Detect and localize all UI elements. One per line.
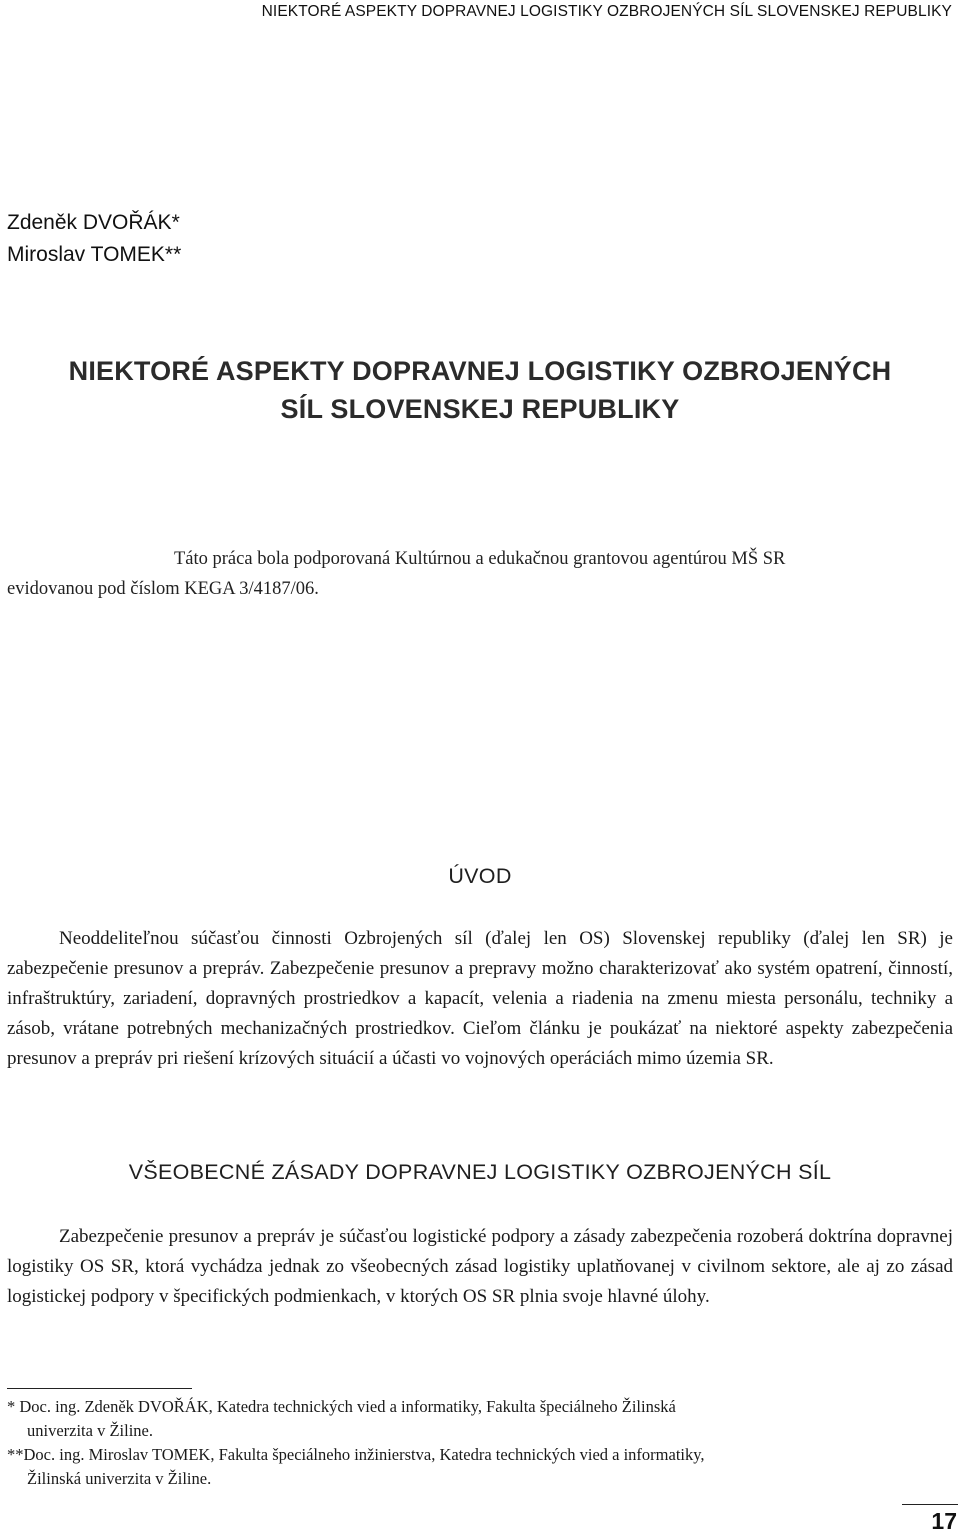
author-list [7,207,181,271]
paragraph-text: Zabezpečenie presunov a prepráv je súčasťou logistické podpory a zásady zabezpečenia rozoberá doktrína dopravnej logistiky OS SR, ktorá vychádza jednak zo všeobecných zásad logistiky uplatňovanej v civilnom sektore, ale aj zo zásad logistickej podpory v špecifických podmienkach, v ktorých OS SR plnia svoje hlavné úlohy. [7,1226,953,1307]
footnote-line: Žilinská univerzita v Žiline. [27,1469,212,1488]
section-heading-general-principles: VŠEOBECNÉ ZÁSADY DOPRAVNEJ LOGISTIKY OZBROJENÝCH SÍL [128,1160,832,1184]
paragraph-uvod [7,924,953,1074]
paragraph-general-principles [7,1222,953,1312]
footnote [7,1443,953,1491]
section-heading-uvod: ÚVOD [448,864,512,888]
running-header: NIEKTORÉ ASPEKTY DOPRAVNEJ LOGISTIKY OZBROJENÝCH SÍL SLOVENSKEJ REPUBLIKY [261,3,952,20]
grant-note [7,544,953,604]
author-name: Zdeněk DVOŘÁK* [7,211,180,234]
grant-note-line: Táto práca bola podporovaná Kultúrnou a edukačnou grantovou agentúrou MŠ SR [174,549,786,569]
footnotes [7,1395,953,1491]
page-number: 17 [931,1508,957,1534]
title-line: SÍL SLOVENSKEJ REPUBLIKY [280,394,680,424]
footnote-line: * Doc. ing. Zdeněk DVOŘÁK, Katedra technických vied a informatiky, Fakulta špeciálneho Žilinská [7,1397,676,1416]
footnote-line: univerzita v Žiline. [27,1421,153,1440]
author-name: Miroslav TOMEK** [7,243,182,266]
grant-note-line: evidovanou pod číslom KEGA 3/4187/06. [7,579,319,599]
footnote-divider [7,1388,192,1389]
page-number-rule [902,1504,958,1505]
title-line: NIEKTORÉ ASPEKTY DOPRAVNEJ LOGISTIKY OZBROJENÝCH [68,356,892,386]
paper-title [0,352,960,428]
paragraph-text: Neoddeliteľnou súčasťou činnosti Ozbrojených síl (ďalej len OS) Slovenskej republiky (ďalej len SR) je zabezpečenie presunov a prepráv. Zabezpečenie presunov a prepravy možno charakterizovať ako systém opatrení, činností, infraštruktúry, zariadení, dopravných prostriedkov a kapacít, velenia a riadenia na zmenu miesta personálu, techniky a zásob, vrátane potrebných mechanizačných prostriedkov. Cieľom článku je poukázať na niektoré aspekty zabezpečenia presunov a prepráv pri riešení krízových situácií a účasti vo vojnových operáciách mimo územia SR. [7,928,953,1069]
footnote [7,1395,953,1443]
footnote-line: **Doc. ing. Miroslav TOMEK, Fakulta špeciálneho inžinierstva, Katedra technických vied a informatiky, [7,1445,705,1464]
